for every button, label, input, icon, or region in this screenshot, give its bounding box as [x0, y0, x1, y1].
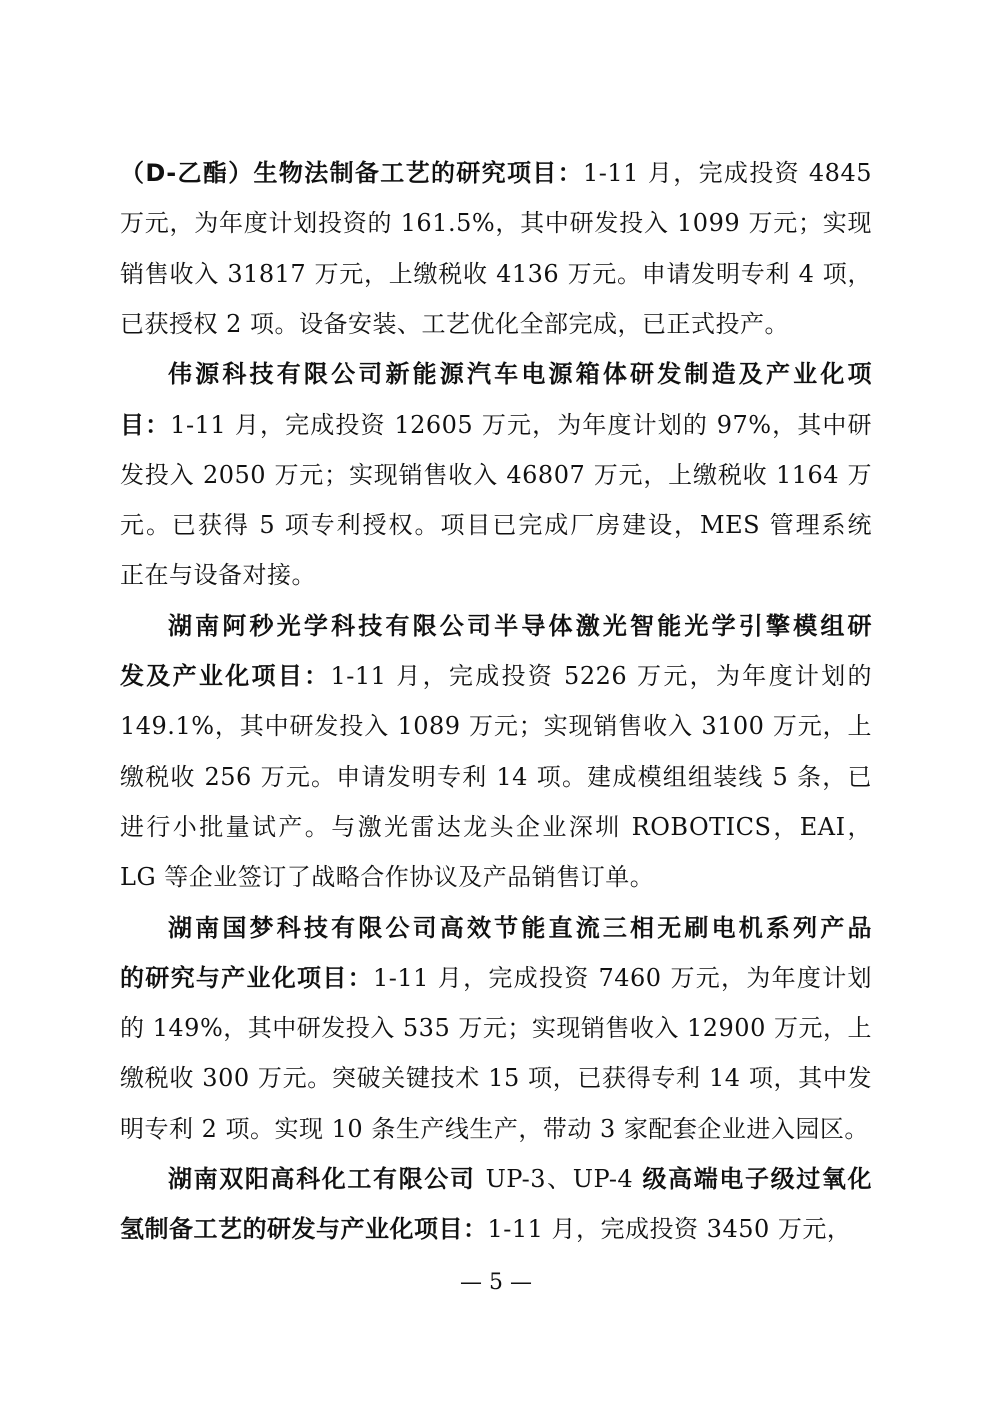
text-run: 1-11 月，完成投资 7460 万元，为年度计划: [372, 964, 872, 992]
text-run: 1-11 月，完成投资 5226 万元，为年度计划的: [330, 662, 872, 690]
text-run: 发投入 2050 万元；实现销售收入 46807 万元，上缴税收 1164 万: [120, 461, 872, 489]
text-line: [168, 357, 872, 391]
text-line: [120, 206, 872, 240]
text-run: 正在与设备对接。: [120, 561, 316, 589]
text-run: 已获授权 2 项。设备安装、工艺优化全部完成，已正式投产。: [120, 310, 790, 338]
text-line: [120, 1061, 872, 1095]
text-run: 的 149%，其中研发投入 535 万元；实现销售收入 12900 万元，上: [120, 1014, 872, 1042]
bold-text-run: 伟源科技有限公司新能源汽车电源箱体研发制造及产业化项: [168, 360, 872, 388]
text-line: [120, 860, 872, 894]
text-line: [120, 760, 872, 794]
bold-text-run: 的研究与产业化项目：: [120, 964, 373, 992]
text-run: 明专利 2 项。实现 10 条生产线生产，带动 3 家配套企业进入园区。: [120, 1115, 869, 1143]
bold-text-run: 发及产业化项目：: [120, 662, 331, 690]
bold-text-run: （D-乙酯）生物法制备工艺的研究项目：: [120, 159, 583, 187]
text-line: [120, 961, 872, 995]
text-line: [120, 1112, 872, 1146]
page-number: — 5 —: [460, 1270, 532, 1295]
bold-text-run: 目：: [120, 411, 171, 439]
text-line: [168, 1162, 872, 1196]
text-line: [120, 558, 872, 592]
text-run: 1-11 月，完成投资 4845: [583, 159, 872, 187]
bold-text-run: 湖南国梦科技有限公司高效节能直流三相无刷电机系列产品: [168, 914, 872, 942]
text-line: [120, 458, 872, 492]
text-run: 万元，为年度计划投资的 161.5%，其中研发投入 1099 万元；实现: [120, 209, 872, 237]
text-run: LG 等企业签订了战略合作协议及产品销售订单。: [120, 863, 655, 891]
text-line: [120, 408, 872, 442]
text-line: [120, 508, 872, 542]
text-line: [168, 609, 872, 643]
bold-text-run: 氢制备工艺的研发与产业化项目：: [120, 1215, 488, 1243]
text-run: 元。已获得 5 项专利授权。项目已完成厂房建设，MES 管理系统: [120, 511, 872, 539]
text-line: [168, 911, 872, 945]
text-run: 149.1%，其中研发投入 1089 万元；实现销售收入 3100 万元，上: [120, 712, 872, 740]
text-run: 进行小批量试产。与激光雷达龙头企业深圳 ROBOTICS，EAI，: [120, 813, 872, 841]
text-run: UP-3、UP-4: [485, 1165, 643, 1193]
text-line: [120, 156, 872, 190]
text-line: [120, 1011, 872, 1045]
bold-text-run: 级高端电子级过氧化: [642, 1165, 872, 1193]
bold-text-run: 湖南阿秒光学科技有限公司半导体激光智能光学引擎模组研: [168, 612, 872, 640]
text-line: [120, 257, 872, 291]
text-run: 缴税收 300 万元。突破关键技术 15 项，已获得专利 14 项，其中发: [120, 1064, 872, 1092]
bold-text-run: 湖南双阳高科化工有限公司: [168, 1165, 486, 1193]
text-line: [120, 1212, 872, 1246]
text-run: 缴税收 256 万元。申请发明专利 14 项。建成模组组装线 5 条，已: [120, 763, 872, 791]
text-run: 1-11 月，完成投资 3450 万元，: [487, 1215, 852, 1243]
text-line: [120, 307, 872, 341]
text-line: [120, 659, 872, 693]
text-line: [120, 709, 872, 743]
text-run: 销售收入 31817 万元，上缴税收 4136 万元。申请发明专利 4 项，: [120, 260, 872, 288]
text-run: 1-11 月，完成投资 12605 万元，为年度计划的 97%，其中研: [170, 411, 872, 439]
text-line: [120, 810, 872, 844]
